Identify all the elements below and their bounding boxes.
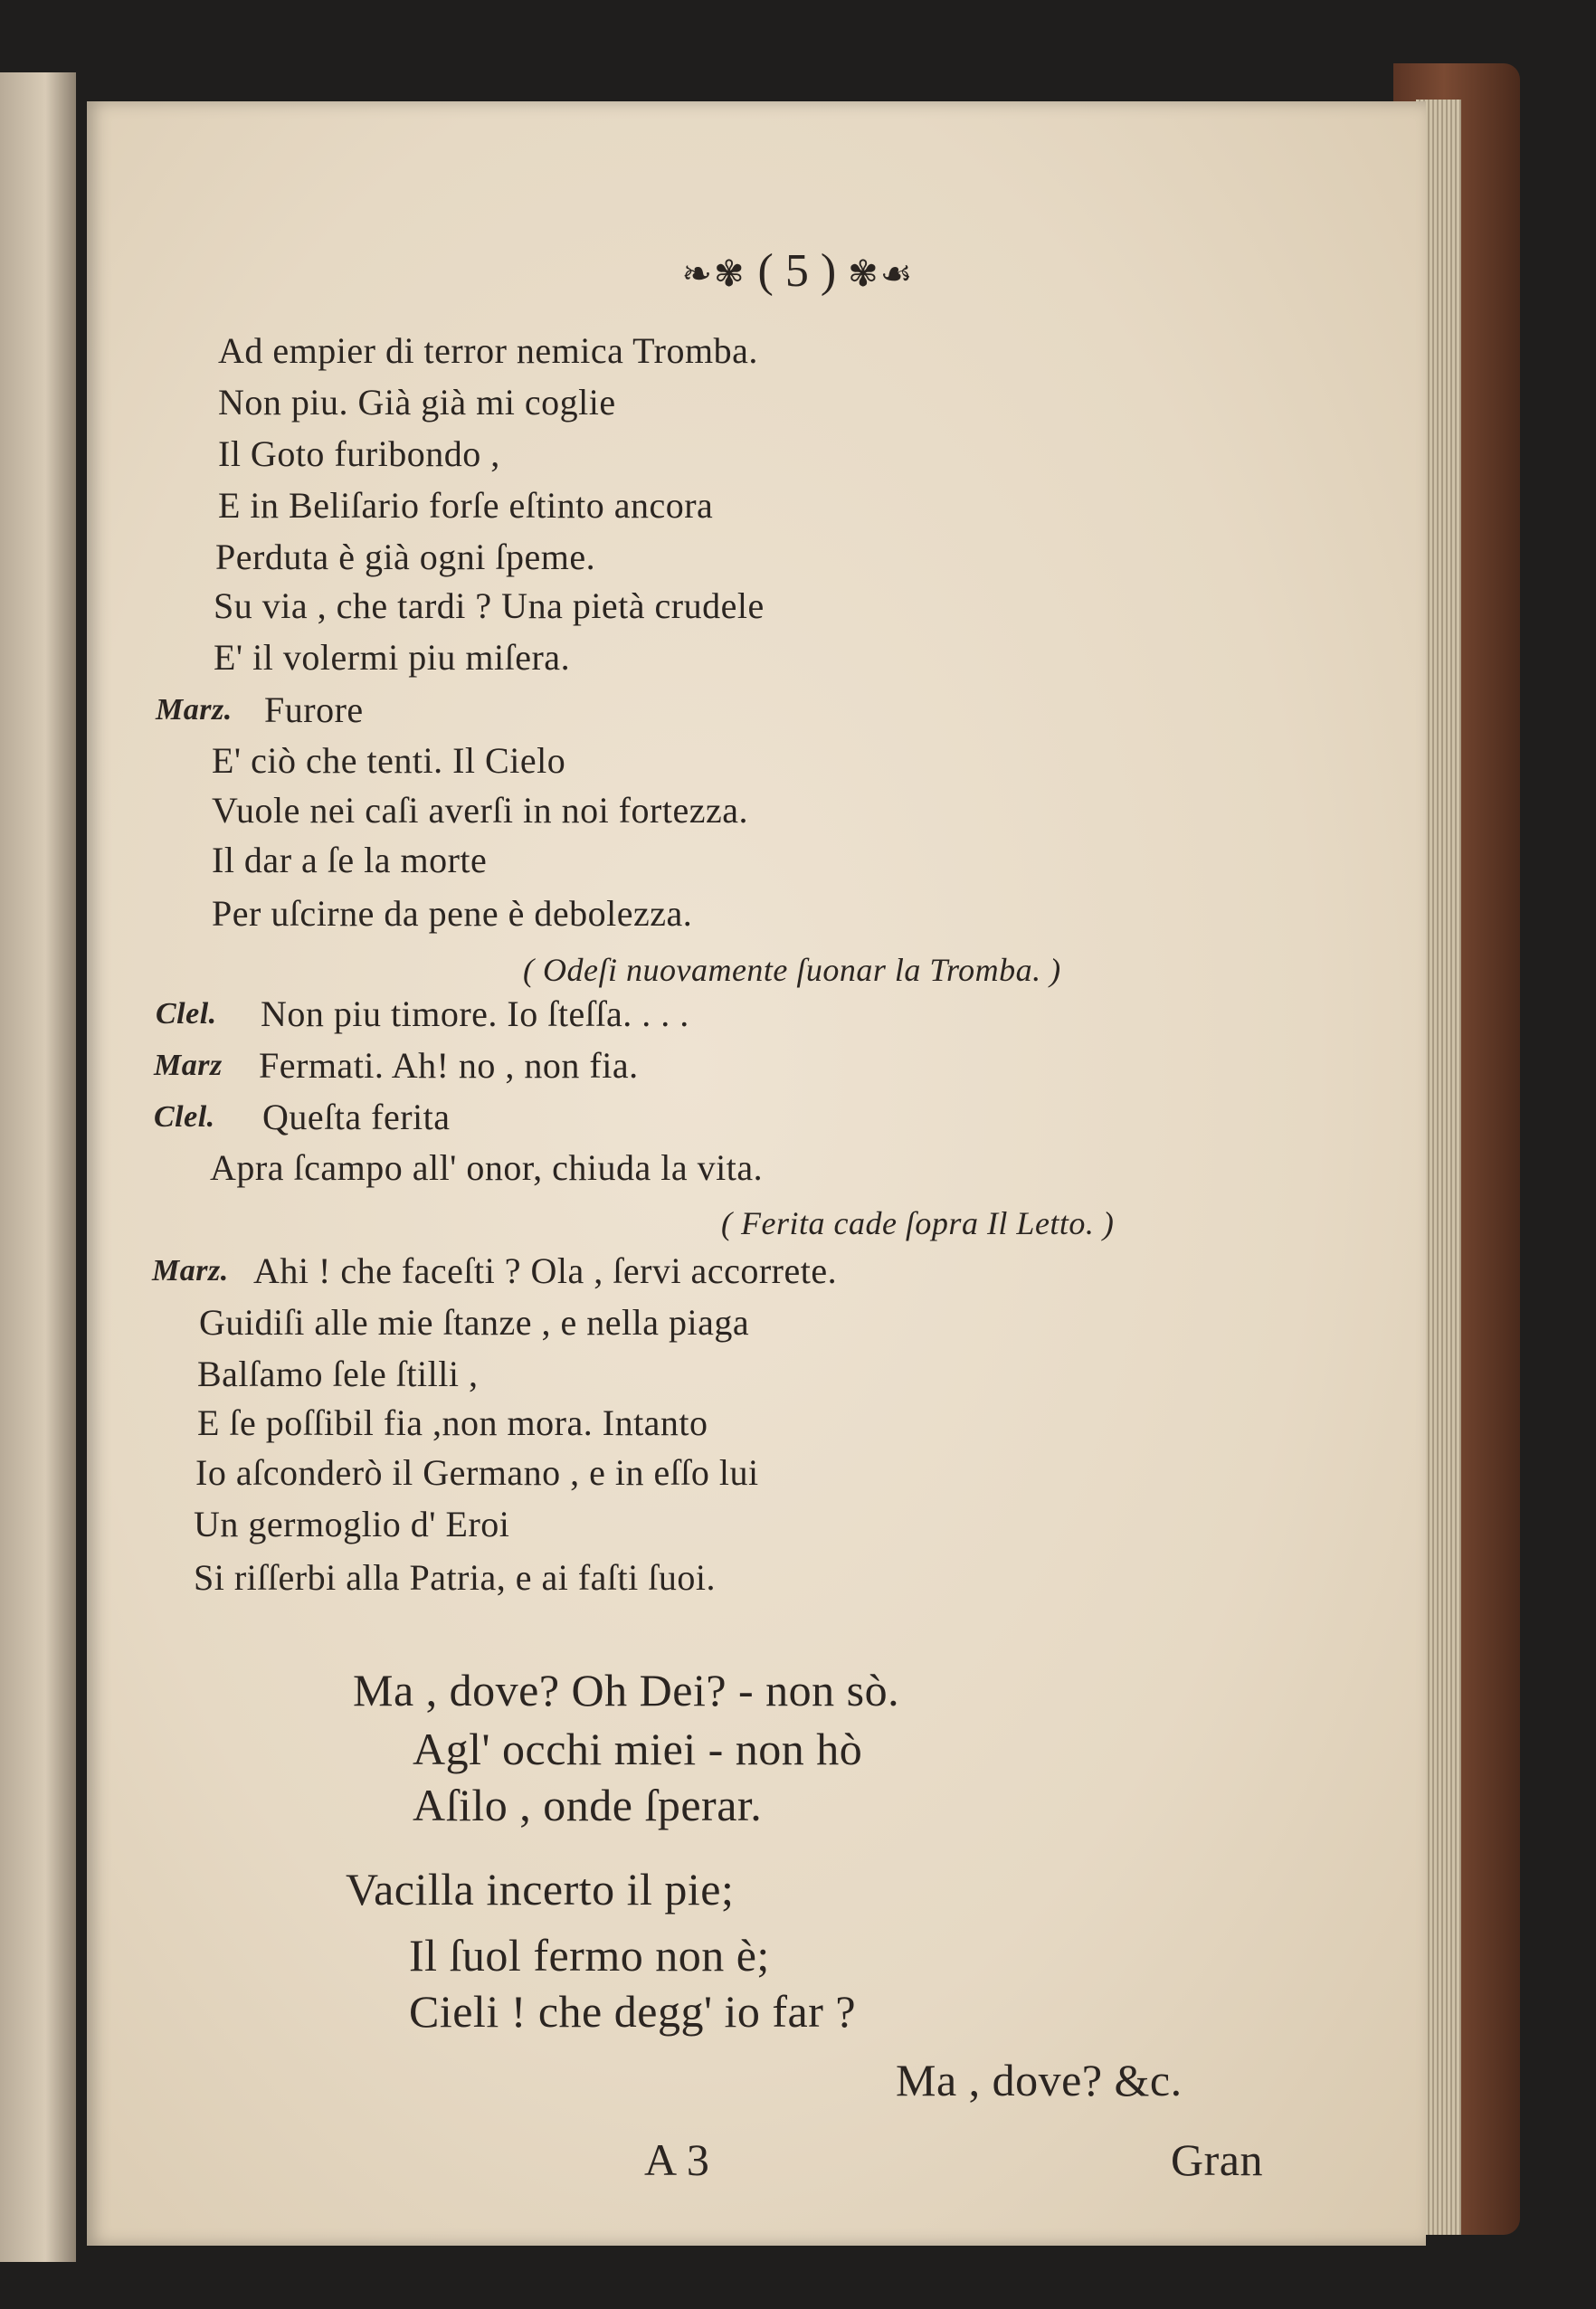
aria-line: Aſilo , onde ſperar. <box>413 1780 763 1830</box>
verse-line: Vuole nei caſi averſi in noi fortezza. <box>212 790 749 831</box>
verse-line: Fermati. Ah! no , non fia. <box>259 1045 639 1086</box>
speaker-label: Marz <box>154 1049 223 1082</box>
verse-line: Queſta ferita <box>262 1097 451 1137</box>
speaker-label: Marz. <box>152 1254 229 1288</box>
ornament-left-icon: ❧✾ <box>681 253 746 294</box>
verse-line: Guidiſi alle mie ſtanze , e nella piaga <box>199 1302 750 1343</box>
verse-line: Un germoglio d' Eroi <box>194 1504 510 1544</box>
catchword: Gran <box>1171 2134 1263 2185</box>
page-number: ( 5 ) <box>757 245 837 297</box>
verse-line: E' ciò che tenti. Il Cielo <box>212 740 566 781</box>
signature-mark: A 3 <box>644 2134 710 2185</box>
verse-line: Non piu timore. Io ſteſſa. . . . <box>261 993 689 1034</box>
verse-line: Il dar a ſe la morte <box>212 840 488 880</box>
aria-line: Agl' occhi miei - non hò <box>413 1724 863 1774</box>
verse-line: Il Goto furibondo , <box>218 433 500 474</box>
aria-line: Ma , dove? Oh Dei? - non sò. <box>353 1665 900 1715</box>
verse-line: Furore <box>264 689 364 730</box>
speaker-label: Clel. <box>154 1100 215 1134</box>
stage-direction: ( Ferita cade ſopra Il Letto. ) <box>721 1205 1115 1241</box>
verse-line: Su via , che tardi ? Una pietà crudele <box>214 585 765 626</box>
stage-direction: ( Odeſi nuovamente ſuonar la Tromba. ) <box>523 952 1061 988</box>
verse-line: Balſamo ſele ſtilli , <box>197 1354 479 1394</box>
aria-line: Il ſuol fermo non è; <box>409 1930 770 1981</box>
verse-line: Non piu. Già già mi coglie <box>218 382 616 423</box>
facing-page-edge <box>0 72 76 2262</box>
aria-line: Vacilla incerto il pie; <box>346 1864 735 1915</box>
verse-line: Si riſſerbi alla Patria, e ai faſti ſuoi. <box>194 1557 717 1598</box>
verse-line: E' il volermi piu miſera. <box>214 637 571 678</box>
verse-line: E ſe poſſibil fia ,non mora. Intanto <box>197 1402 708 1443</box>
verse-line: Apra ſcampo all' onor, chiuda la vita. <box>210 1147 764 1188</box>
verse-line: Io aſconderò il Germano , e in eſſo lui <box>195 1452 759 1493</box>
aria-da-capo: Ma , dove? &c. <box>896 2055 1183 2105</box>
speaker-label: Clel. <box>156 997 217 1031</box>
verse-line: Per uſcirne da pene è debolezza. <box>212 893 693 934</box>
verse-line: Perduta è già ogni ſpeme. <box>215 537 596 577</box>
verse-line: Ad empier di terror nemica Tromba. <box>218 330 758 371</box>
speaker-label: Marz. <box>156 693 233 727</box>
ornament-right-icon: ✾☙ <box>848 253 915 294</box>
running-header <box>0 244 1596 298</box>
aria-line: Cieli ! che degg' io far ? <box>409 1986 857 2037</box>
verse-line: Ahi ! che faceſti ? Ola , ſervi accorrete. <box>253 1250 838 1291</box>
verse-line: E in Beliſario forſe eſtinto ancora <box>218 485 714 526</box>
